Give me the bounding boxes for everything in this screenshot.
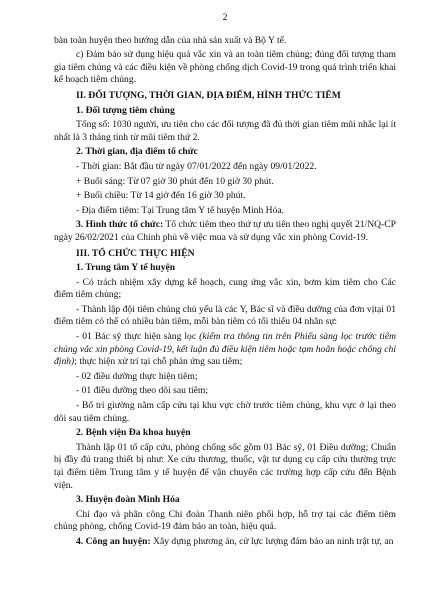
- section-3-1-p4: - 02 điều dưỡng thực hiện tiêm;: [76, 370, 198, 382]
- section-2-heading: II. ĐỐI TƯỢNG, THỜI GIAN, ĐỊA ĐIỂM, HÌNH THỨC TIÊM: [76, 89, 341, 101]
- paragraph-c: c) Đảm bảo sử dụng hiệu quả vắc xin và an toàn tiêm chủng; đúng đối tượng tham gia tiêm chủng và các điều kiện về phòng chống dịch Covid-19 trong quá trình triển khai kế hoạch tiêm chủng.: [54, 49, 396, 86]
- section-2-2-heading: 2. Thời gian, địa điểm tổ chức: [76, 146, 198, 158]
- paragraph-intro: bàn toàn huyện theo hướng dẫn của nhà sản xuất và Bộ Y tế.: [54, 34, 287, 46]
- section-3-3-text: Chỉ đạo và phân công Chi đoàn Thanh niên phối hợp, hỗ trợ tại các điểm tiêm chủng phòng, chống Covid-19 đảm bảo an toàn, hiệu quả.: [54, 508, 396, 533]
- section-3-heading: III. TỔ CHỨC THỰC HIỆN: [76, 247, 195, 259]
- section-3-4-heading: 4. Công an huyện:: [76, 535, 151, 547]
- page-number: 2: [222, 12, 228, 23]
- section-2-3-text: Tổ chức tiêm theo thứ tự ưu tiên theo nghị quyết 21/NQ-CP ngày 26/02/2021 của Chính phủ về việc mua và sử dụng vắc xin phòng Covid-19.: [54, 219, 396, 243]
- section-3-2-heading: 2. Bệnh viện Đa khoa huyện: [76, 427, 191, 439]
- section-3-2-text: Thành lập 01 tổ cấp cứu, phòng chống sốc gồm 01 Bác sỹ, 01 Điều dưỡng; Chuẩn bị đầy đủ trang thiết bị như: Xe cứu thương, thuốc, vật tư dụng cụ cấp cứu thường trực tại điểm tiêm Trung tâm y tế huyện để vận chuyển các trường hợp cấp cứu đến Bệnh viện.: [54, 441, 396, 491]
- screening-duty-text: ; thực hiện xử trí tại chỗ phản ứng sau tiêm;: [74, 356, 243, 368]
- time-line: - Thời gian: Bắt đầu từ ngày 07/01/2022 đến ngày 09/01/2022.: [76, 160, 317, 172]
- section-2-3-paragraph: [54, 219, 396, 244]
- section-3-1-p1: - Có trách nhiệm xây dựng kế hoạch, cung ứng vắc xin, bơm kim tiêm cho Các điểm tiêm chủng;: [54, 276, 396, 301]
- screening-doctor-text: - 01 Bác sỹ thực hiện sàng lọc: [76, 331, 200, 343]
- section-2-1-text: Tổng số: 1030 người, ưu tiên cho các đối tượng đã đủ thời gian tiêm mũi nhắc lại ít nhất là 3 tháng tính từ mũi tiêm thứ 2.: [54, 119, 396, 143]
- section-3-3-heading: 3. Huyện đoàn Minh Hóa: [76, 494, 180, 506]
- section-3-1-p5: - 01 điều dưỡng theo dõi sau tiêm;: [76, 385, 209, 397]
- section-3-4-text: Xây dựng phương án, cử lực lượng đảm bảo an ninh trật tự, an: [150, 535, 394, 547]
- section-3-1-p6: - Bố trí giường nằm cấp cứu tại khu vực chờ trước tiêm chủng, khu vực ở lại theo dõi sau tiêm chủng.: [54, 400, 396, 424]
- section-3-1-p2: - Thành lập đội tiêm chủng chủ yếu là các Y, Bác sĩ và điều dưỡng của đơn vịtại 01 điểm tiêm có thể có nhiều bàn tiêm, mỗi bàn tiêm có tối thiểu 04 nhân sự:: [54, 303, 396, 328]
- section-2-1-heading: 1. Đối tượng tiêm chủng: [76, 104, 175, 116]
- section-3-4-paragraph: [54, 536, 396, 549]
- location-line: - Địa điểm tiêm: Tại Trung tâm Y tế huyện Minh Hóa.: [76, 204, 285, 216]
- section-2-3-heading: 3. Hình thức tổ chức:: [76, 219, 164, 231]
- section-3-1-p3: [54, 331, 396, 369]
- morning-line: + Buổi sáng: Từ 07 giờ 30 phút đến 10 giờ 30 phút.: [76, 175, 274, 187]
- section-3-1-heading: 1. Trung tâm Y tế huyện: [76, 262, 176, 274]
- screening-note: (kiểm tra thông tin trên Phiếu sàng lọc trước tiêm chủng vắc xin phòng Covid-19, kết luận đủ điều kiện tiêm hoặc tạm hoãn hoặc chống chỉ định): [54, 331, 396, 368]
- afternoon-line: + Buổi chiều: Từ 14 giờ đến 16 giờ 30 phút.: [76, 190, 246, 202]
